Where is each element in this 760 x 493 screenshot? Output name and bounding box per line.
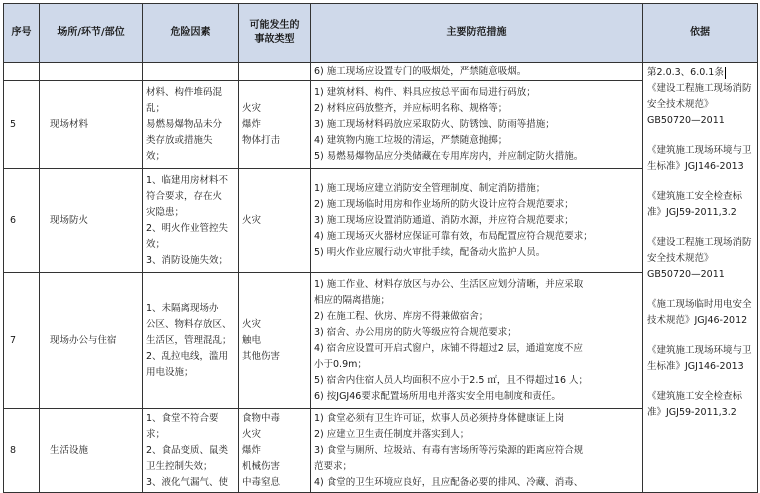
basis-ref: 《建筑施工安全检查标准》JGJ59-2011,3.2 <box>647 191 743 218</box>
measure-line: 5) 宿舍内住宿人员人均面积不应小于2.5 ㎡，且不得超过16 人； <box>314 374 589 386</box>
basis-ref: 《建筑施工现场环境与卫生标准》JGJ146-2013 <box>647 345 752 372</box>
row-place: 生活设施 <box>40 409 143 493</box>
basis-ref: 《建筑施工安全检查标准》JGJ59-2011,3.2 <box>647 391 743 418</box>
measures-cell <box>311 63 643 81</box>
row-number: 6 <box>4 169 40 273</box>
basis-ref: 《建筑施工现场环境与卫生标准》JGJ146-2013 <box>647 145 752 172</box>
row-place: 现场办公与住宿 <box>40 273 143 409</box>
header-measures: 主要防范措施 <box>311 4 643 63</box>
table-row <box>4 63 758 81</box>
header-hazard: 危险因素 <box>143 4 239 63</box>
measure-line: 1) 施工现场应建立消防安全管理制度、制定消防措施； <box>314 182 546 194</box>
header-index: 序号 <box>4 4 40 63</box>
row-number: 8 <box>4 409 40 493</box>
measure-line: 2) 施工现场临时用房和作业场所的防火设计应符合规范要求； <box>314 198 574 210</box>
measure-line: 2) 在施工程、伙房、库房不得兼做宿舍； <box>314 310 489 322</box>
measure-line: 4) 食堂的卫生环境应良好，且应配备必要的排风、冷藏、消毒、 <box>314 477 584 488</box>
header-basis: 依据 <box>643 4 758 63</box>
measure-line: 4) 宿舍应设置可开启式窗户，床铺不得超过2 层，通道宽度不应 <box>314 342 583 354</box>
measure-line: 相应的隔离措施； <box>314 294 391 306</box>
measure-line: 3) 施工现场应设置消防通道、消防水源，并应符合规范要求； <box>314 214 574 226</box>
basis-cell <box>643 63 758 493</box>
text-cursor <box>725 67 726 79</box>
accident-cell: 火灾 爆炸 物体打击 <box>239 81 311 169</box>
hazard-cell: 1、未隔离现场办 公区、物料存放区、 生活区，管理混乱； 2、乱拉电线，滥用 用电设施； <box>143 273 239 409</box>
row-place: 现场防火 <box>40 169 143 273</box>
measures-cell <box>311 273 643 409</box>
hazard-cell: 1、食堂不符合要 求； 2、食品变质、鼠类 卫生控制失效； 3、液化气漏气、使 <box>143 409 239 493</box>
measure-line: 范要求； <box>314 461 353 472</box>
table-header-row <box>4 4 758 63</box>
hazard-cell: 材料、构件堆码混 乱； 易燃易爆物品未分 类存放或措施失 效； <box>143 81 239 169</box>
measure-line: 1) 建筑材料、构件、料具应按总平面布局进行码放； <box>314 86 536 98</box>
measure-line: 4) 施工现场灭火器材应保证可靠有效，布局配置应符合规范要求； <box>314 230 593 242</box>
header-place: 场所/环节/部位 <box>40 4 143 63</box>
measure-line: 3) 施工现场材料码放应采取防火、防锈蚀、防雨等措施； <box>314 118 555 130</box>
basis-ref: 《建设工程施工现场消防安全技术规范》GB50720—2011 <box>647 83 752 126</box>
row-number: 5 <box>4 81 40 169</box>
measures-cell <box>311 409 643 493</box>
measure-line: 5) 易燃易爆物品应分类储藏在专用库房内，并应制定防火措施。 <box>314 150 584 162</box>
basis-ref: 《建设工程施工现场消防安全技术规范》GB50720—2011 <box>647 237 752 280</box>
accident-cell: 火灾 触电 其他伤害 <box>239 273 311 409</box>
basis-ref: 《施工现场临时用电安全技术规范》JGJ46-2012 <box>647 299 752 326</box>
measure-line: 2) 应建立卫生责任制度并落实到人； <box>314 429 470 440</box>
measure-line: 2) 材料应码放整齐，并应标明名称、规格等； <box>314 102 508 114</box>
measure-line: 6) 按JGJ46要求配置场所用电并落实安全用电制度和责任。 <box>314 390 561 402</box>
measure-line: 6) 施工现场应设置专门的吸烟处，严禁随意吸烟。 <box>314 65 527 77</box>
measure-line: 小于0.9m； <box>314 358 367 370</box>
hazard-cell: 1、临建用房材料不 符合要求，存在火 灾隐患； 2、明火作业管控失 效； 3、消防设施失效； <box>143 169 239 273</box>
row-place: 现场材料 <box>40 81 143 169</box>
measures-cell <box>311 169 643 273</box>
row-number: 7 <box>4 273 40 409</box>
measure-line: 1) 施工作业、材料存放区与办公、生活区应划分清晰，并应采取 <box>314 278 584 290</box>
accident-cell: 食物中毒 火灾 爆炸 机械伤害 中毒窒息 <box>239 409 311 493</box>
measure-line: 4) 建筑物内施工垃圾的清运，严禁随意抛掷； <box>314 134 508 146</box>
measure-line: 1) 食堂必须有卫生许可证，炊事人员必须持身体健康证上岗 <box>314 413 565 424</box>
measure-line: 5) 明火作业应履行动火审批手续，配备动火监护人员。 <box>314 246 546 258</box>
accident-cell: 火灾 <box>239 169 311 273</box>
basis-ref-top: 第2.0.3、6.0.1条 <box>647 67 724 78</box>
measure-line: 3) 宿舍、办公用房的防火等级应符合规范要求； <box>314 326 517 338</box>
safety-measures-table <box>3 3 758 493</box>
measure-line: 3) 食堂与厕所、垃圾站、有毒有害场所等污染源的距离应符合规 <box>314 445 584 456</box>
header-accident: 可能发生的事故类型 <box>239 4 311 63</box>
measures-cell <box>311 81 643 169</box>
